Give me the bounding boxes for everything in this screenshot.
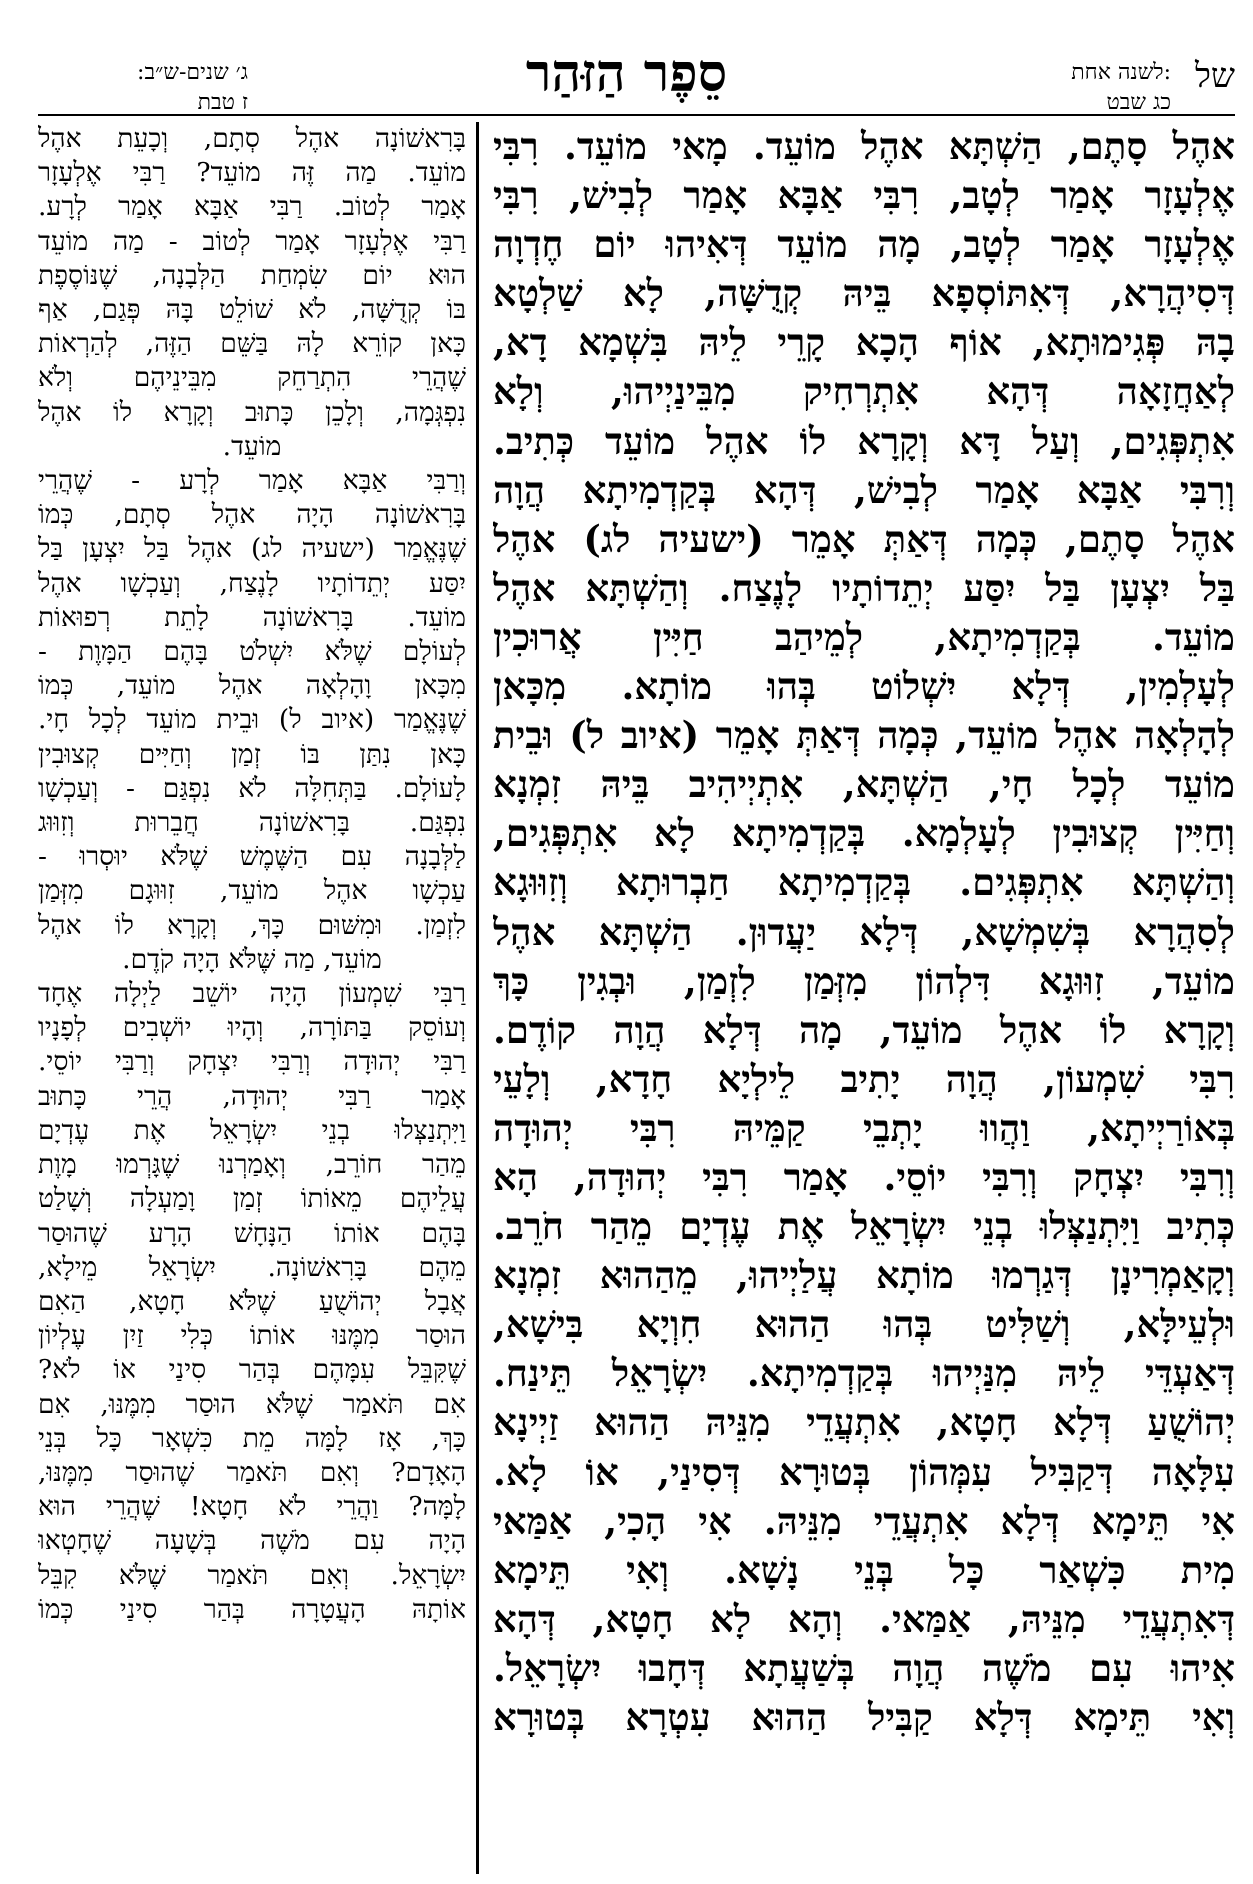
translation-line: מוֹעֵד. בָּרִאשׁוֹנָה לָתֵת רְפוּאוֹת xyxy=(38,601,466,633)
translation-line: עֲלֵיהֶם מֵאוֹתוֹ זְמַן וָמַעְלָה וְשָׁלַט xyxy=(38,1183,466,1215)
translation-line: אֲבָל יְהוֹשֻׁעַ שֶׁלֹּא חָטָא, הַאִם xyxy=(38,1285,466,1317)
main-text-line: עִלָּאָה דְּקַבִּיל עִמְּהוֹן בְּטוּרָא דְּסִינַי, אוֹ לָא. xyxy=(493,1449,1235,1494)
translation-line: לָמָּה? וַהֲרֵי לֹא חָטָא! שֶׁהֲרֵי הוּא xyxy=(38,1491,466,1523)
translation-line: וַיִּתְנַצְּלוּ בְנֵי יִשְׂרָאֵל אֶת עֶדְיָם xyxy=(38,1114,466,1146)
translation-line: כָּךְ, אָז לָמָּה מֵת כִּשְׁאָר כָּל בְּנֵי xyxy=(38,1422,466,1454)
translation-line: מִכָּאן וָהָלְאָה אהֶל מוֹעֵד, כְּמוֹ xyxy=(38,670,466,702)
translation-line: בָּהֶם אוֹתוֹ הַנָּחָשׁ הָרָע שֶׁהוּסַר xyxy=(38,1217,466,1249)
translation-line: שֶׁקִּבֵּל עִמָּהֶם בְּהַר סִינַי אוֹ לֹא? xyxy=(38,1354,466,1386)
translation-line: וְרַבִּי אַבָּא אָמַר לְרָע - שֶׁהֲרֵי xyxy=(38,465,466,497)
translation-line: נִפְגְּמָה, וְלָכֵן כָּתוּב וְקָרָא לוֹ אהֶל xyxy=(38,396,466,428)
main-text-line: וְקָרָא לוֹ אהֶל מוֹעֵד, מָה דְּלָא הֲוָה קוֹדֶם. xyxy=(493,1007,1235,1052)
main-text-line: דְּסִיהֲרָא, דְּאִתּוֹסְפָא בֵּיהּ קְדֻשָּׁה, לָא שַׁלְטָא xyxy=(493,271,1235,316)
translation-line: רַבִּי אֶלְעָזָר אָמַר לְטוֹב - מַה מוֹעֵד xyxy=(38,225,466,257)
main-text-line: מוֹעֵד לְכָל חָי, הַשְׁתָּא, אִתְיְיהִיב בֵּיהּ זִמְנָא xyxy=(493,762,1235,807)
translation-line: וְעוֹסֵק בַּתּוֹרָה, וְהָיוּ יוֹשְׁבִים לְפָנָיו xyxy=(38,1012,466,1044)
main-text-line: אֶלְעָזָר אָמַר לְטָב, רִבִּי אַבָּא אָמַר לְבִישׁ, רִבִּי xyxy=(493,173,1235,218)
header-left-line1: ג׳ שנים-ש״ב: xyxy=(137,60,248,85)
translation-line: רַבִּי שִׁמְעוֹן הָיָה יוֹשֵׁב לַיְלָה אֶחָד xyxy=(38,978,466,1010)
header-right-line1: לשנה אחת: xyxy=(1071,60,1171,85)
main-text-line: וְהַשְׁתָּא אִתְפְּגִים. בְּקַדְמִיתָא חַבְרוּתָא וְזִוּוּגָא xyxy=(493,860,1235,905)
translation-line: יִשְׂרָאֵל. וְאִם תֹּאמַר שֶׁלֹּא קִבֵּל xyxy=(38,1559,466,1591)
translation-line: בָּרִאשׁוֹנָה הָיָה אהֶל סְתָם, כְּמוֹ xyxy=(38,499,466,531)
translation-line: מֵהַר חוֹרֵב, וְאָמַרְנוּ שֶׁגָּרְמוּ מָוֶת xyxy=(38,1149,466,1181)
translation-line: לִזְמַן. וּמִשּׁוּם כָּךְ, וְקָרָא לוֹ אהֶל xyxy=(38,909,466,941)
translation-line: מוֹעֵד. xyxy=(222,430,282,462)
translation-line: לַלְּבָנָה עִם הַשֶּׁמֶשׁ שֶׁלֹּא יוּסְרוּ - xyxy=(38,841,466,873)
main-text-line: וְרִבִּי יִצְחָק וְרִבִּי יוֹסֵי. אָמַר רִבִּי יְהוּדָה, הָא xyxy=(493,1154,1235,1199)
main-text-line: מוֹעֵד, זִוּוּגָא דִּלְהוֹן מִזְּמַן לִזְמַן, וּבְגִין כָּךְ xyxy=(493,958,1235,1003)
main-text-line: וּלְעֵילָּא, וְשַׁלִּיט בְּהוּ הַהוּא חִוְיָא בִּישָׁא, xyxy=(493,1302,1235,1347)
header-rule xyxy=(38,114,1235,116)
translation-line: עַכְשָׁו אהֶל מוֹעֵד, זִוּוּגָם מִזְּמַן xyxy=(38,875,466,907)
main-text-line: וְקָאַמְרִינָן דְּגַרְמוּ מוֹתָא עֲלַיְיהוּ, מֵהַהוּא זִמְנָא xyxy=(493,1253,1235,1298)
translation-line: לָעוֹלָם. בַּתְּחִלָּה לֹא נִפְגַּם - וְעַכְשָׁו xyxy=(38,772,466,804)
translation-line: שֶׁנֶּאֱמַר (ישעיה לג) אהֶל בַּל יִצְעָן בַּל xyxy=(38,533,466,565)
header-right-line2: כג שבט xyxy=(1106,90,1171,115)
main-text-line: אהֶל סָתֶם, כְּמָה דְּאַתְּ אָמֵר (ישעיה לג) אהֶל xyxy=(493,516,1235,561)
translation-line: אָמַר לְטוֹב. רַבִּי אַבָּא אָמַר לְרָע. xyxy=(38,191,466,223)
main-text-line: לְסִהֲרָא בְּשִׁמְשָׁא, דְּלָא יַעֲדוּן. הַשְׁתָּא אהֶל xyxy=(493,909,1235,954)
translation-line: כָּאן נִתַּן בּוֹ זְמַן וְחַיִּים קְצוּבִין xyxy=(38,738,466,770)
translation-line: שֶׁהֲרֵי הִתְרַחֵק מִבֵּינֵיהֶם וְלֹא xyxy=(38,362,466,394)
main-text-line: דְּאִתְעֲדֵי מִנֵּיהּ, אַמַּאי. וְהָא לָא חָטָא, דְּהָא xyxy=(493,1596,1235,1641)
header-left-block xyxy=(38,58,248,118)
main-text-line: אהֶל סָתֶם, הַשְׁתָּא אהֶל מוֹעֵד. מָאי מוֹעֵד. רִבִּי xyxy=(493,124,1235,168)
translation-line: נִפְגַּם. בָּרִאשׁוֹנָה חֲבֵרוּת וְזִוּוּג xyxy=(38,807,466,839)
main-text-line: בַּל יִצְעָן בַּל יִסַּע יְתֵדוֹתָיו לָנֶצַח. וְהַשְׁתָּא אהֶל xyxy=(493,565,1235,610)
translation-line: הוּא יוֹם שִׂמְחַת הַלְּבָנָה, שֶׁנּוֹסֶפֶת xyxy=(38,259,466,291)
main-text-line: מוֹעֵד. בְּקַדְמִיתָא, לְמֵיהַב חַיִּין אֲרוּכִין xyxy=(493,614,1235,659)
header-left-line2: ז טבת xyxy=(197,90,248,115)
main-text-line: אִתְפְּגִים, וְעַל דָּא וְקָרָא לוֹ אהֶל מוֹעֵד כְּתִיב. xyxy=(493,418,1235,463)
translation-line: אִם תֹּאמַר שֶׁלֹּא הוּסַר מִמֶּנּוּ, אִם xyxy=(38,1388,466,1420)
main-text-line: לְאַחֲזָאָה דְּהָא אִתְרְחִיק מִבֵּינַיְיהוּ, וְלָא xyxy=(493,369,1235,414)
main-text-line: אֶלְעָזָר אָמַר לְטָב, מָה מוֹעֵד דְּאִיהוּ יוֹם חֶדְוָה xyxy=(493,222,1235,267)
translation-line: הָאָדָם? וְאִם תֹּאמַר שֶׁהוּסַר מִמֶּנּוּ, xyxy=(38,1456,466,1488)
translation-column xyxy=(38,122,466,1874)
translation-line: שֶׁנֶּאֱמַר (איוב ל) וּבֵית מוֹעֵד לְכָל חָי. xyxy=(38,704,466,736)
main-text-line: וְחַיִּין קְצוּבִין לְעָלְמָא. בְּקַדְמִיתָא לָא אִתְפְּגִים, xyxy=(493,811,1235,856)
main-text-line: בְּאוֹרַיְיתָא, וַהֲווּ יָתְבֵי קַמֵּיהּ רִבִּי יְהוּדָה xyxy=(493,1105,1235,1150)
translation-line: אָמַר רַבִּי יְהוּדָה, הֲרֵי כָּתוּב xyxy=(38,1080,466,1112)
main-text-line: וְאִי תֵּימָא דְּלָא קַבִּיל הַהוּא עִטְרָא בְּטוּרָא xyxy=(493,1695,1235,1739)
translation-line: יִסַּע יְתֵדוֹתָיו לָנֶצַח, וְעַכְשָׁו אהֶל xyxy=(38,567,466,599)
main-text-column xyxy=(493,122,1235,1874)
main-text-line: וְרִבִּי אַבָּא אָמַר לְבִישׁ, דְּהָא בְּקַדְמִיתָא הֲוָה xyxy=(493,467,1235,512)
main-text-line: אִיהוּ עִם מֹשֶׁה הֲוָה בְּשַׁעֲתָא דְּחָבוּ יִשְׂרָאֵל. xyxy=(493,1645,1235,1690)
translation-line: בָּרִאשׁוֹנָה אהֶל סְתָם, וְכָעֵת אהֶל xyxy=(38,123,466,154)
translation-line: לְעוֹלָם שֶׁלֹּא יִשְׁלֹט בָּהֶם הַמָּוֶת - xyxy=(38,636,466,668)
translation-line: אוֹתָהּ הָעֲטָרָה בְּהַר סִינַי כְּמוֹ xyxy=(38,1593,466,1625)
translation-line: מֵהֶם בָּרִאשׁוֹנָה. יִשְׂרָאֵל מֵילָא, xyxy=(38,1251,466,1283)
translation-line: בּוֹ קְדֻשָּׁה, לֹא שׁוֹלֵט בָּהּ פְּגַם, אַף xyxy=(38,294,466,326)
main-text-line: רִבִּי שִׁמְעוֹן, הֲוָה יָתִיב לֵילְיָא חָדָא, וְלָעֵי xyxy=(493,1056,1235,1101)
main-text-line: לְהָלְאָה אהֶל מוֹעֵד, כְּמָה דְּאַתְּ אָמֵר (איוב ל) וּבֵית xyxy=(493,713,1235,758)
main-text-line: יְהוֹשֻׁעַ דְּלָא חָטָא, אִתְעֲדֵי מִנֵּיהּ הַהוּא זַיְינָא xyxy=(493,1400,1235,1445)
main-text-line: אִי תֵּימָא דְּלָא אִתְעֲדֵי מִנֵּיהּ. אִי הָכִי, אַמַּאי xyxy=(493,1498,1235,1543)
translation-line: הָיָה עִם מֹשֶׁה בְּשָׁעָה שֶׁחָטְאוּ xyxy=(38,1525,466,1557)
header-shel: של xyxy=(1195,56,1235,96)
page-title: סֵפֶר הַזּהַר xyxy=(525,43,728,104)
translation-line: כָּאן קוֹרֵא לָהּ בַּשֵּׁם הַזֶּה, לְהַרְאוֹת xyxy=(38,328,466,360)
main-text-line: בָהּ פְּגִימוּתָא, אוֹף הָכָא קָרֵי לֵיהּ בִּשְׁמָא דָא, xyxy=(493,320,1235,365)
translation-line: הוּסַר מִמֶּנּוּ אוֹתוֹ כְּלִי זַיִן עֶלְיוֹן xyxy=(38,1320,466,1352)
translation-line: מוֹעֵד, מַה שֶּׁלֹּא הָיָה קֹדֶם. xyxy=(122,943,382,975)
translation-line: רַבִּי יְהוּדָה וְרַבִּי יִצְחָק וְרַבִּי יוֹסֵי. xyxy=(38,1046,466,1078)
translation-line: מוֹעֵד. מַה זֶּה מוֹעֵד? רַבִּי אֶלְעָזָר xyxy=(38,157,466,189)
page-header xyxy=(0,0,1253,118)
main-text-line: דְּאַעְדֵּי לֵיהּ מִנַּיְיהוּ בְּקַדְמִיתָא. יִשְׂרָאֵל תֵּינַח. xyxy=(493,1351,1235,1396)
main-text-line: לְעָלְמִין, דְּלָא יִשְׁלוֹט בְּהוּ מוֹתָא. מִכָּאן xyxy=(493,664,1235,709)
main-text-line: כְּתִיב וַיִּתְנַצְּלוּ בְנֵי יִשְׂרָאֵל אֶת עֶדְיָם מֵהַר חֹרֵב. xyxy=(493,1204,1235,1249)
column-divider xyxy=(476,122,479,1874)
main-text-line: מִית כִּשְׁאַר כָּל בְּנֵי נָשָׁא. וְאִי תֵּימָא xyxy=(493,1547,1235,1592)
